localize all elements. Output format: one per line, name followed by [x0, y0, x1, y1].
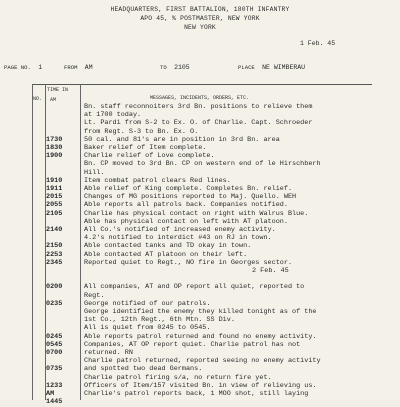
- entry-text: Charlie patrol returned, reported seeing no enemy activity: [84, 357, 321, 366]
- to-label: TO: [160, 64, 167, 71]
- entry-time: 1900: [46, 152, 63, 161]
- entry-text: All companies, AT and OP report all quiet, reported to: [84, 283, 305, 292]
- entry-time: AM: [46, 390, 55, 398]
- entry-text: Bn. staff reconnoiters 3rd Bn. positions to relieve them: [84, 103, 313, 111]
- entry-time: 2150: [46, 242, 63, 251]
- journal-date: 1 Feb. 45: [300, 40, 336, 47]
- entry-text: returned. RN: [84, 349, 133, 357]
- column-header-messages: MESSAGES, INCIDENTS, ORDERS, ETC.: [150, 95, 250, 101]
- entry-time: 1911: [46, 185, 63, 193]
- entry-text: Able relief of King complete. Completes Bn. relief.: [84, 185, 293, 193]
- entry-time: 0200: [46, 283, 63, 292]
- to-field: [160, 64, 190, 71]
- entry-time: 0545: [46, 340, 63, 349]
- entry-time: 1233: [46, 381, 63, 390]
- entry-text: All is quiet from 0245 to 0545.: [84, 324, 211, 333]
- entry-text: George identified the enemy they killed tonight as of the: [84, 308, 317, 316]
- entry-text: Officers of Item/157 visited Bn. in view of relieving us.: [84, 381, 317, 390]
- entry-text: from Regt. S-3 to Bn. Ex. O.: [84, 127, 199, 136]
- entry-text: Charlie has physical contact on right with Walrus Blue.: [84, 209, 309, 218]
- entry-text: Lt. Pardi from S-2 to Ex. O. of Charlie. Capt. Schroeder: [84, 119, 313, 128]
- entry-time: 1730: [46, 135, 63, 144]
- entry-text: Charlie relief of Love complete.: [84, 152, 215, 161]
- entry-text: Regt.: [84, 291, 105, 300]
- entry-text: Bn. CP moved to 3rd Bn. CP on western end of le Hirschberh: [84, 160, 321, 169]
- entry-time: 0235: [46, 299, 63, 308]
- entry-time: 2253: [46, 250, 63, 259]
- entry-time: 2140: [46, 226, 63, 234]
- from-label: FROM: [64, 64, 78, 71]
- entry-text: Reported quiet to Regt., NO fire in Georges sector.: [84, 258, 293, 267]
- header-line-1: HEADQUARTERS, FIRST BATTALION, 180TH INFANTRY: [110, 6, 290, 13]
- entry-time: 1910: [46, 176, 63, 185]
- entry-text: Able reports patrol returned and found no enemy activity.: [84, 332, 317, 341]
- page-number-label: PAGE NO.: [4, 64, 31, 71]
- entry-text: Able reports all patrols back. Companies notified.: [84, 201, 288, 210]
- entry-text: Baker relief of Item complete.: [84, 144, 207, 152]
- column-header-time-sub: AM: [50, 97, 57, 103]
- entry-text: Companies, AT OP report quiet. Charlie patrol has not: [84, 340, 301, 349]
- entry-text: 50 cal. and 81's are in position in 3rd Bn. area: [84, 135, 280, 144]
- entry-time: 2345: [46, 258, 63, 267]
- entry-text: Charlie patrol firing s/a, no return fire yet.: [84, 373, 272, 382]
- entry-text: Charlie's patrol reports back, 1 MOO shot, still laying: [84, 390, 309, 398]
- entry-text: Hill.: [84, 168, 105, 177]
- page-number-field: [4, 64, 42, 71]
- page-number-value: 1: [38, 64, 43, 71]
- entry-text: at 1700 today.: [84, 111, 142, 120]
- entry-text: Able has physical contact on left with AT platoon.: [84, 217, 288, 226]
- entry-text: Able contacted tanks and TD okay in town.: [84, 242, 252, 251]
- place-field: [238, 64, 305, 71]
- entry-text: 1st Co., 12th Regt., 6th Mtn. SS Div.: [84, 316, 235, 325]
- table-top-rule: [32, 84, 372, 85]
- entry-text: George notified of our patrols.: [84, 299, 211, 308]
- header-line-2: APO 45, % POSTMASTER, NEW YORK: [140, 15, 260, 22]
- entry-time: 2015: [46, 193, 63, 202]
- entry-text: All Co.'s notified of increased enemy activity.: [84, 226, 276, 234]
- journal-entry-row: [0, 397, 400, 407]
- entry-time: 2105: [46, 209, 63, 218]
- entry-text: Item combat patrol clears Red lines.: [84, 176, 231, 185]
- header-line-3: NEW YORK: [184, 24, 216, 31]
- entry-text: Changes of MG positions reported to Maj. Quello. WEH: [84, 193, 297, 202]
- entry-text: 4.2's notified to interdict #43 on RJ in town.: [84, 234, 272, 243]
- entry-time: 0735: [46, 365, 63, 374]
- entry-text: Able contacted AT platoon on their left.: [84, 250, 248, 259]
- entry-time: 0700: [46, 349, 63, 357]
- place-label: PLACE: [238, 64, 255, 71]
- entry-text: 2 Feb. 45: [252, 267, 289, 275]
- from-value: AM: [84, 64, 93, 71]
- entry-time: 2055: [46, 201, 63, 210]
- entry-time: 0245: [46, 332, 63, 341]
- entry-time: 1830: [46, 144, 63, 152]
- entry-text: and spotted two dead Germans.: [84, 365, 203, 374]
- to-value: 2105: [174, 64, 190, 71]
- from-field: [64, 64, 93, 71]
- entry-time: 1445: [46, 398, 63, 407]
- column-header-time: TIME IN: [47, 87, 69, 93]
- column-header-no: NO.: [33, 96, 43, 102]
- place-value: NE WIMBERAU: [262, 64, 306, 71]
